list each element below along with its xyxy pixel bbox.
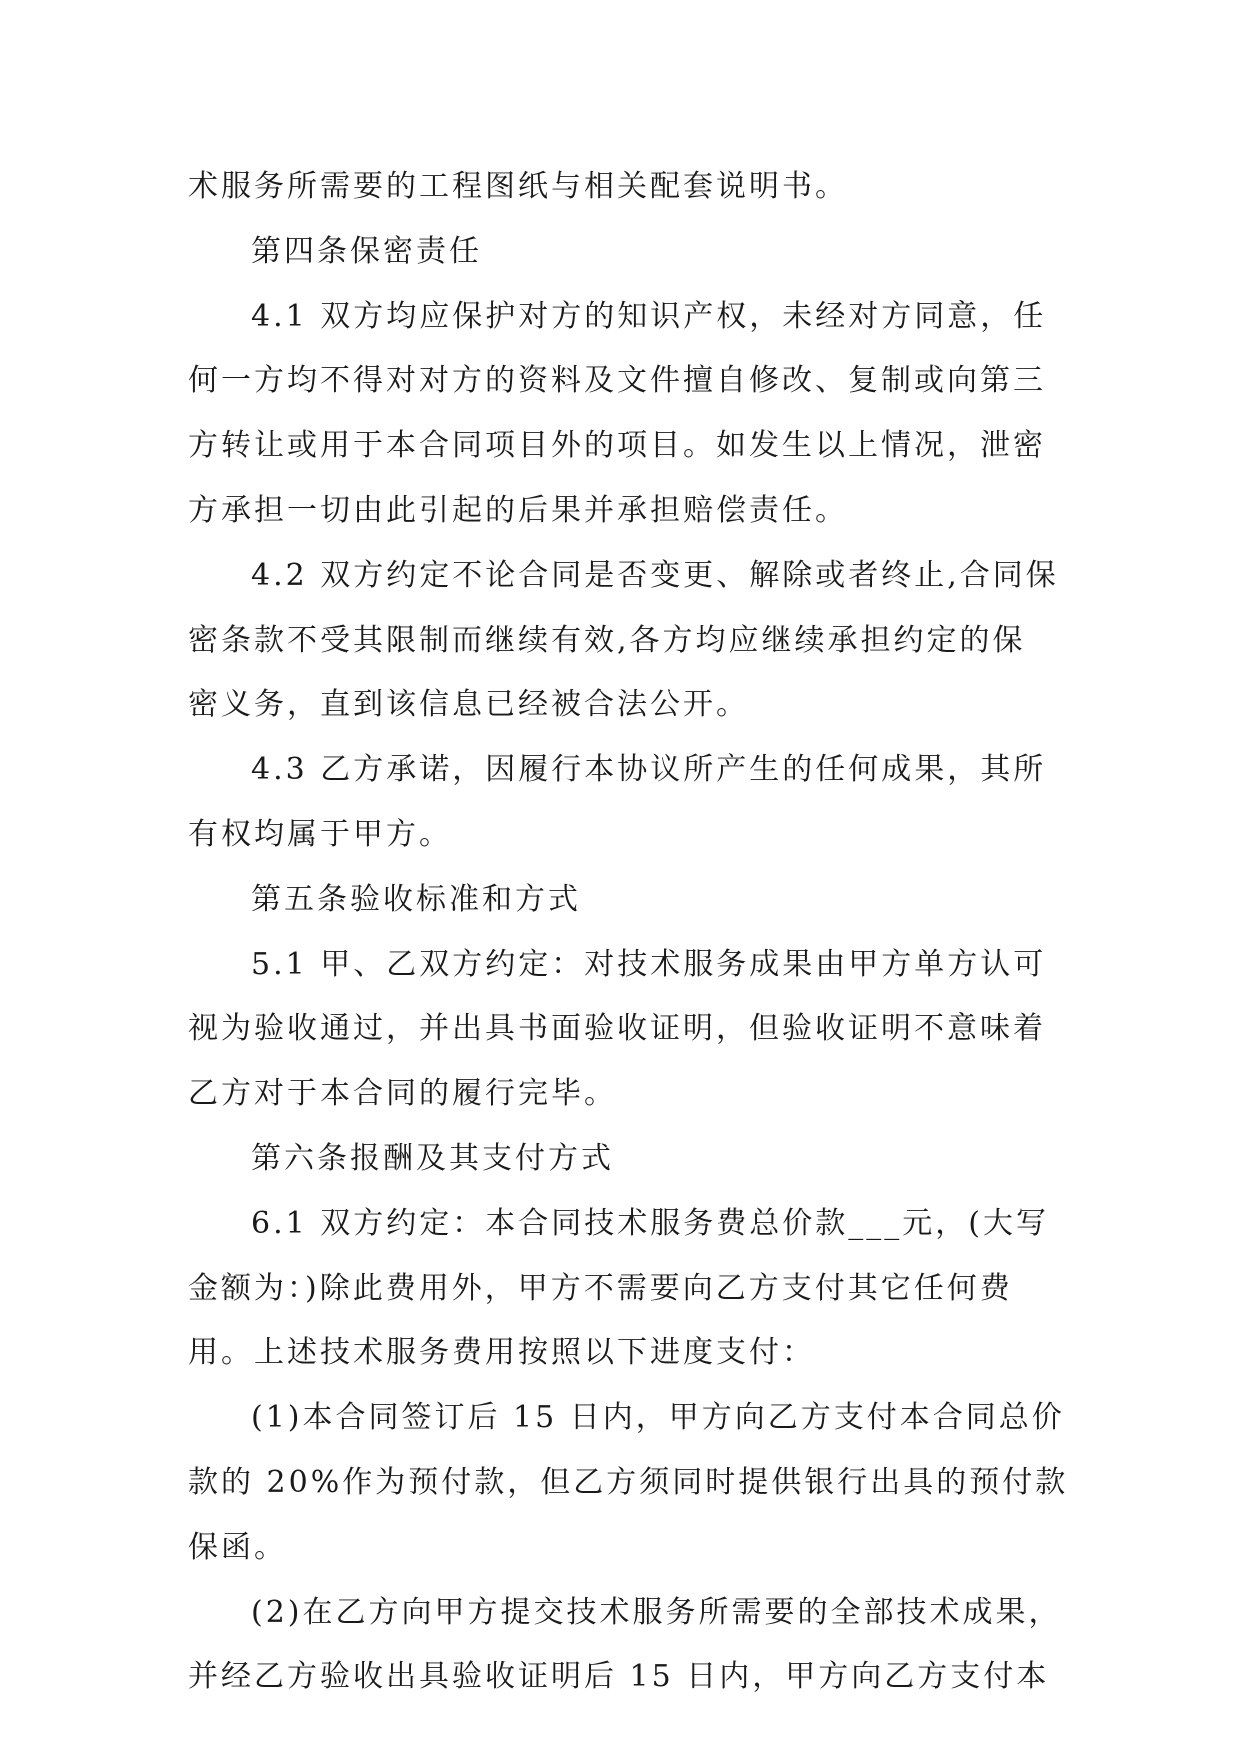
text-line: 用。上述技术服务费用按照以下进度支付： <box>188 1335 815 1371</box>
text-line: 方承担一切由此引起的后果并承担赔偿责任。 <box>188 492 848 528</box>
text-line: 方转让或用于本合同项目外的项目。如发生以上情况，泄密 <box>188 428 1046 464</box>
text-line: 密条款不受其限制而继续有效,各方均应继续承担约定的保 <box>188 622 1026 658</box>
text-line: (2)在乙方向甲方提交技术服务所需要的全部技术成果， <box>251 1594 1062 1630</box>
text-line: 并经乙方验收出具验收证明后 15 日内，甲方向乙方支付本 <box>188 1659 1050 1695</box>
text-line: 术服务所需要的工程图纸与相关配套说明书。 <box>188 169 848 204</box>
text-line: 金额为：)除此费用外，甲方不需要向乙方支付其它任何费 <box>188 1270 1013 1306</box>
text-line: 4.3 乙方承诺，因履行本协议所产生的任何成果，其所 <box>251 752 1047 788</box>
text-line: (1)本合同签订后 15 日内，甲方向乙方支付本合同总价 <box>251 1400 1065 1436</box>
text-line: 5.1 甲、乙双方约定：对技术服务成果由甲方单方认可 <box>251 946 1047 982</box>
text-line: 保函。 <box>188 1529 287 1565</box>
text-line: 4.2 双方约定不论合同是否变更、解除或者终止,合同保 <box>251 557 1059 593</box>
section-heading: 第五条验收标准和方式 <box>251 881 581 917</box>
text-line: 款的 20%作为预付款，但乙方须同时提供银行出具的预付款 <box>188 1464 1069 1500</box>
section-heading: 第六条报酬及其支付方式 <box>251 1140 614 1176</box>
text-line: 6.1 双方约定：本合同技术服务费总价款___元，(大写 <box>251 1205 1049 1241</box>
document-body <box>188 155 1069 1710</box>
text-line: 4.1 双方均应保护对方的知识产权，未经对方同意，任 <box>251 298 1047 334</box>
text-line: 何一方均不得对对方的资料及文件擅自修改、复制或向第三 <box>188 363 1046 399</box>
text-line: 视为验收通过，并出具书面验收证明，但验收证明不意味着 <box>188 1011 1046 1047</box>
section-heading: 第四条保密责任 <box>251 233 482 269</box>
text-line: 乙方对于本合同的履行完毕。 <box>188 1076 617 1112</box>
text-line: 密义务，直到该信息已经被合法公开。 <box>188 687 749 723</box>
text-line: 有权均属于甲方。 <box>188 816 452 852</box>
